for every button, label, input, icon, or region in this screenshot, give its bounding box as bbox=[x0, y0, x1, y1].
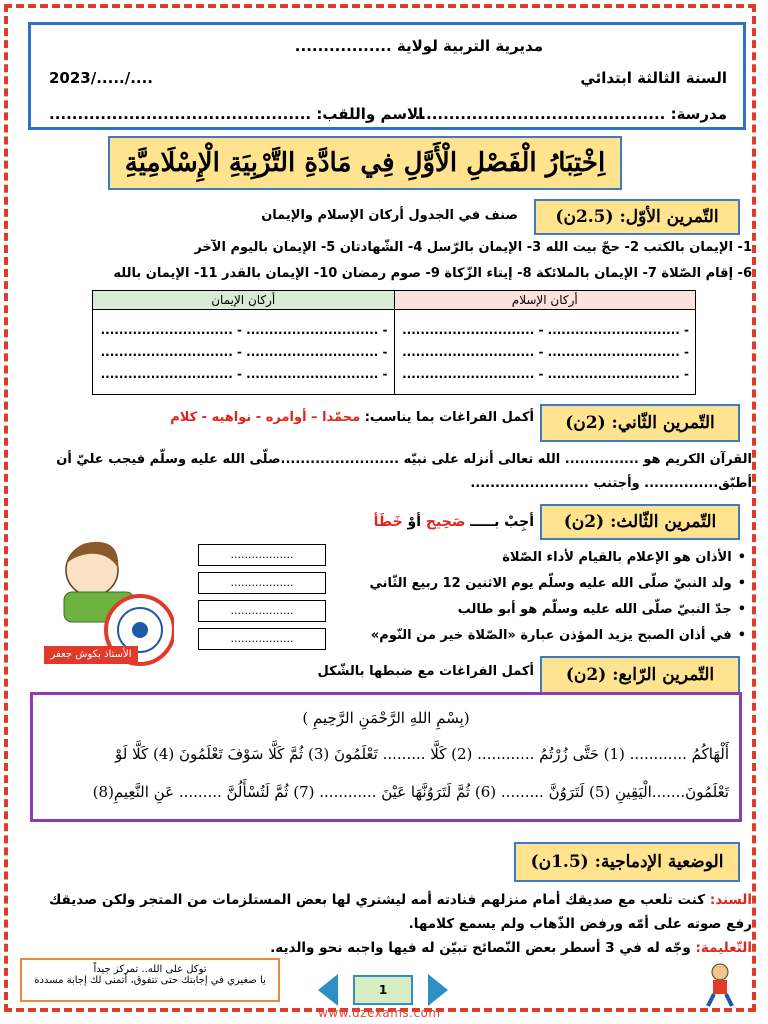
situation-label: الوضعية الإدماجية: (1.5ن) bbox=[514, 842, 740, 882]
ex3-instruction: أجِبْ بـــــ صَحِيح أوْ خَطَأ bbox=[373, 514, 534, 530]
quran-verse-box bbox=[30, 692, 742, 822]
ex1-list-line2: 6- إقام الصّلاة 7- الإيمان بالملائكة 8- إيتاء الزّكاة 9- صوم رمضان 10- الإيمان بالقدر 11- الإيمان بالله bbox=[113, 266, 752, 281]
school-field[interactable]: مدرسة: ............................................. bbox=[408, 105, 727, 123]
answer-box-1[interactable]: .................. bbox=[198, 544, 326, 566]
col-islam-header: أركان الإسلام bbox=[394, 291, 696, 310]
page-number-badge bbox=[318, 970, 448, 1010]
iman-cell[interactable]: - ............................. - ............................. - ............................. - ............................. - ............................. - ............................. bbox=[93, 310, 395, 395]
ex4-label: التّمرين الرّابع: (2ن) bbox=[540, 656, 740, 694]
ex1-instruction: صنف في الجدول أركان الإسلام والإيمان bbox=[261, 208, 518, 223]
ex2-label: التّمرين الثّاني: (2ن) bbox=[540, 404, 740, 442]
ex3-label: التّمرين الثّالث: (2ن) bbox=[540, 504, 740, 540]
answer-box-2[interactable]: .................. bbox=[198, 572, 326, 594]
ex1-label: التّمرين الأوّل: (2.5ن) bbox=[534, 199, 740, 235]
exam-title: اِخْتِبَارُ الْفَصْلِ الْأَوَّلِ فِي مَادَّةِ التَّرْبِيَةِ الْإِسْلَامِيَّةِ bbox=[108, 136, 622, 190]
ex2-text-line1[interactable]: القرآن الكريم هو ............... الله تعالى أنزله على نبيّه ........................صلّى الله عليه وسلّم فيجب عليّ أن bbox=[56, 452, 752, 467]
ex3-item-4: • في أذان الصبح يزيد المؤذن عبارة «الصّلاة خير من النّوم» bbox=[371, 628, 746, 643]
ex3-item-3: • جدّ النبيّ صلّى الله عليه وسلّم هو أبو طالب bbox=[458, 602, 746, 617]
running-kid-icon bbox=[700, 962, 740, 1008]
ex4-instruction: أكمل الفراغات مع ضبطها بالشّكل bbox=[317, 664, 534, 679]
ex1-list-line1: 1- الإيمان بالكتب 2- حجّ بيت الله 3- الإيمان بالرّسل 4- الشّهادتان 5- الإيمان باليوم الآخر bbox=[194, 240, 752, 255]
islam-cell[interactable]: - ............................. - ............................. - ............................. - ............................. - ............................. - ............................. bbox=[394, 310, 696, 395]
name-field[interactable]: الاسم واللقب: .............................................. bbox=[49, 105, 424, 123]
ex2-instruction: أكمل الفراغات بما يناسب: bbox=[364, 410, 534, 425]
word-true: صَحِيح bbox=[425, 514, 466, 530]
ex3-item-2: • ولد النبيّ صلّى الله عليه وسلّم يوم الاثنين 12 ربيع الثّاني bbox=[369, 576, 746, 591]
encouragement-note: توكل على الله.. تمركز جيداً يا صغيري في إجابتك حتى تتفوق، أتمنى لك إجابة مسددة bbox=[20, 958, 280, 1002]
sanad-line1: السند: كنت تلعب مع صديقك أمام منزلهم فنادته أمه ليشتري لها بعض المستلزمات من المتجر ولكن صديقك bbox=[48, 892, 752, 908]
directorate-text: مديرية التربية لولاية ................. bbox=[294, 37, 543, 55]
ex2-text-line2[interactable]: أطبّق............... وأجتنب ........................ bbox=[470, 476, 752, 491]
page-number: 1 bbox=[378, 983, 388, 997]
teacher-name: الأستاذ بكوش جعفر bbox=[44, 646, 138, 664]
level-text: السنة الثالثة ابتدائي bbox=[580, 69, 727, 87]
answer-box-4[interactable]: .................. bbox=[198, 628, 326, 650]
pillars-table bbox=[92, 290, 696, 395]
word-false: خَطَأ bbox=[373, 514, 403, 530]
ex3-item-1: • الأذان هو الإعلام بالقيام لأداء الصّلاة bbox=[502, 550, 746, 565]
verse-line-2[interactable]: تَعْلَمُونَ.......الْيَقِينِ (5) لَتَرَوُنَّ ......... (6) ثُمَّ لَتَرَوُنَّهَا عَيْنَ ............ (7) ثُمَّ لَتُسْأَلُنَّ ......... عَنِ النَّعِيمِ(8) bbox=[92, 783, 729, 801]
ex2-instruction-row bbox=[170, 410, 534, 425]
verse-line-1[interactable]: أَلْهَاكُمُ ............ (1) حَتَّى زُرْتُمُ ............ (2) كَلَّا ......... تَعْلَمُونَ (3) ثُمَّ كَلَّا سَوْفَ تَعْلَمُونَ (4) كَلَّا لَوْ bbox=[115, 745, 729, 763]
task-line: التّعليمة: وجّه له في 3 أسطر بعض النّصائح تبيّن له فيها واجبه نحو والديه. bbox=[270, 940, 752, 956]
answer-box-3[interactable]: .................. bbox=[198, 600, 326, 622]
school-seal-illustration bbox=[44, 534, 174, 670]
basmala: (بِسْمِ اللهِ الرَّحْمَنِ الرَّحِيمِ ) bbox=[302, 709, 470, 727]
date-text: 2023/...../.... bbox=[49, 69, 153, 87]
col-iman-header: أركان الإيمان bbox=[93, 291, 395, 310]
ex2-word-bank: محمّدا – أوامره - نواهيه - كلام bbox=[170, 410, 361, 425]
site-url[interactable]: www.dzexams.com bbox=[318, 1006, 441, 1020]
sanad-line2: رفع صوته على أمّه ورفض الذّهاب ولم يسمع كلامها. bbox=[408, 916, 752, 932]
header-box bbox=[28, 22, 746, 130]
